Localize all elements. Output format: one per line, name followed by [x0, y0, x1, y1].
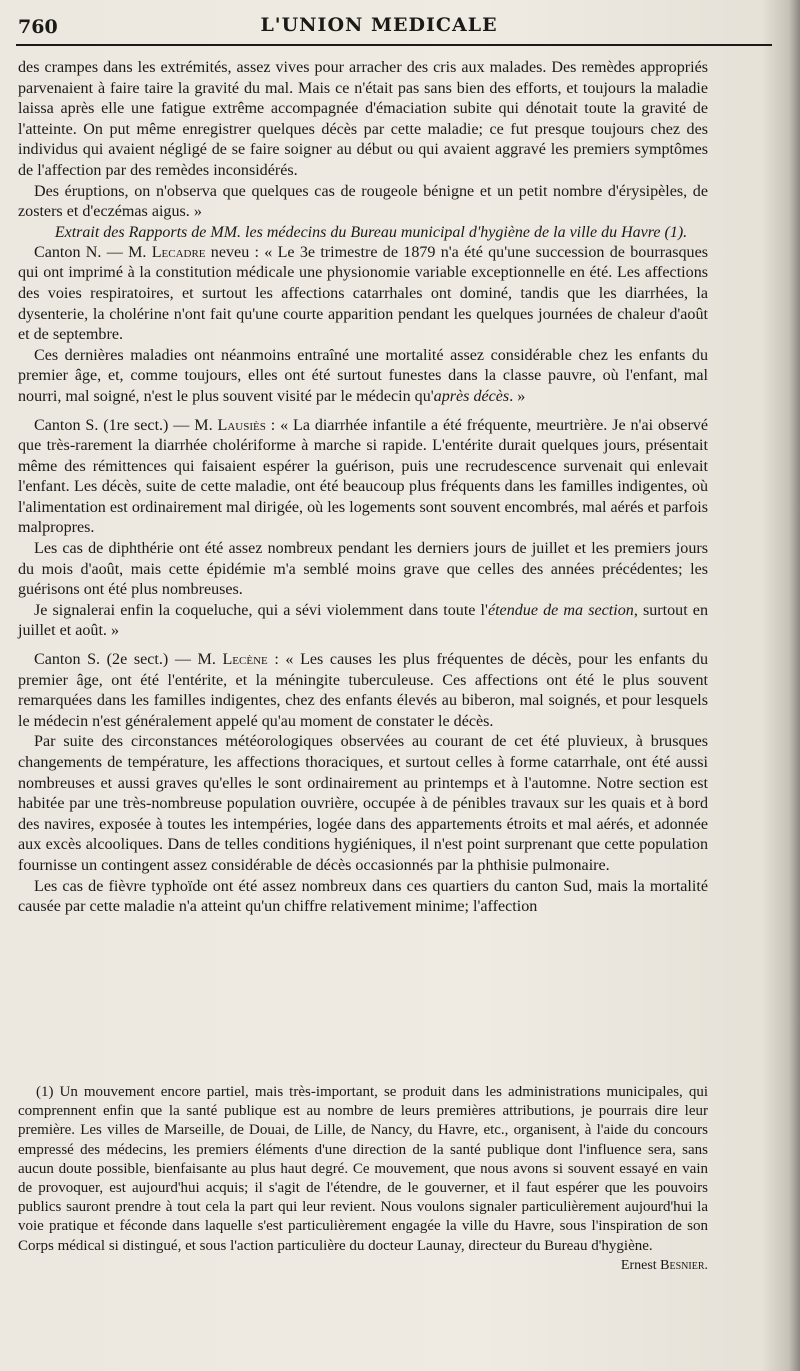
paragraph-canton-n — [18, 243, 708, 346]
italic-etendue: étendue de ma section — [487, 601, 634, 619]
section-title: Extrait des Rapports de MM. les médecins du Bureau municipal d'hygiène de la ville du Havre (1). — [54, 223, 688, 241]
signature-first-name: Ernest — [620, 1257, 661, 1273]
author-lausies: Lausiès — [217, 416, 266, 434]
italic-apres-deces: après décès — [433, 387, 510, 405]
author-lecadre: Lecadre — [151, 243, 206, 261]
mortality-text: Ces dernières maladies ont néanmoins entraîné une mortalité assez considérable chez les enfants du premier âge, et, comme toujours, elles ont été surtout funestes dans la classe pauvre, où l'enfant, mal nourri, mal soigné, n'est le plus souvent visité par le médecin qu' — [18, 346, 708, 405]
paragraph-cramps: des crampes dans les extrémités, assez vives pour arracher des cris aux malades. Des remèdes appropriés parvenaient à faire taire la gravité du mal. Mais ce n'était pas sans bien des efforts, et toujours la maladie laissa après elle une fatigue extrême accompagnée d'émaciation subite qui dénotait toute la gravité de l'atteinte. On put même enregistrer quelques décès par cette maladie; ce fut presque toujours chez des individus qui avaient négligé de se faire soigner au début ou qui avaient aggravé les premiers symptômes de l'affection par des remèdes inconsidérés. — [18, 59, 708, 179]
canton-n-text: neveu : « Le 3e trimestre de 1879 n'a été qu'une succession de bourrasques qui ont imprimé à la constitution médicale une physionomie variable exceptionnelle en été. Les affections des voies respiratoires, et surtout les affections catarrhales ont dominé, tandis que les diarrhées, la dysenterie, la cholérine n'ont fait qu'une courte apparition pendant les quelques journées de chaleur d'août et de septembre. — [18, 243, 708, 344]
page-edge-shadow — [762, 0, 800, 1371]
canton-s2-heading: Canton S. (2e sect.) — M. — [34, 651, 223, 669]
header-rule — [16, 44, 772, 46]
paragraph-canton-s1 — [18, 416, 708, 540]
mortality-end: . » — [509, 387, 526, 405]
page-header — [18, 12, 740, 42]
running-title: L'UNION MEDICALE — [260, 14, 498, 36]
whooping-text: Je signalerai enfin la coqueluche, qui a sévi violemment dans toute l' — [34, 601, 488, 619]
canton-s1-text: : « La diarrhée infantile a été fréquente, meurtrière. Je n'ai observé que très-rarement la diarrhée cholériforme à marche si rapide. L'entérite durait quelques jours, présentait même des rémittences qui faisaient espérer la guérison, puis une recrudescence survenait qui enlevait l'enfant. Les décès, suite de cette maladie, ont été beaucoup plus fréquents dans les familles indigentes, où l'alimentation est ordinairement mal dirigée, où les logements sont souvent encombrés, mal aérés et parfois malpropres. — [18, 416, 708, 537]
signature-last-name: Besnier. — [660, 1257, 708, 1273]
paragraph-eruptions: Des éruptions, on n'observa que quelques cas de rougeole bénigne et un petit nombre d'érysipèles, de zosters et d'eczémas aigus. » — [18, 182, 708, 221]
page-number: 760 — [18, 16, 58, 38]
paragraph-canton-s2 — [18, 650, 708, 732]
article-body — [18, 58, 708, 918]
canton-n-heading: Canton N. — M. — [34, 243, 152, 261]
paragraph-weather: Par suite des circonstances météorologiques observées au courant de cet été pluvieux, à brusques changements de température, les affections thoraciques, et surtout celles à forme catarrhale, ont été aussi nombreuses et aussi graves qu'elles le sont ordinairement au printemps et à l'automne. Notre section est habitée par une très-nombreuse population ouvrière, occupée à de pénibles travaux sur les quais et à bord des navires, exposée à toutes les intempéries, logée dans des appartements étroits et mal aérés, et adonnée aux excès alcooliques. Dans de telles conditions hygiéniques, il n'est point surprenant que cette population fournisse un contingent assez considérable de décès occasionnés par la phthisie pulmonaire. — [18, 733, 708, 874]
footnote-block — [18, 1083, 708, 1275]
paragraph-mortality — [18, 346, 708, 408]
paragraph-whooping-cough — [18, 601, 708, 642]
whooping-end: , surtout en juillet et août. » — [18, 601, 708, 640]
author-lecene: Lecène — [222, 651, 268, 669]
paragraph-diphtheria: Les cas de diphthérie ont été assez nombreux pendant les derniers jours de juillet et les premiers jours du mois d'août, mais cette épidémie m'a semblé moins grave que celles des années précédentes; les guérisons ont été plus nombreuses. — [18, 540, 708, 599]
signature — [18, 1256, 708, 1275]
canton-s1-heading: Canton S. (1re sect.) — M. — [34, 416, 218, 434]
paragraph-typhoid: Les cas de fièvre typhoïde ont été assez nombreux dans ces quartiers du canton Sud, mais la mortalité causée par cette maladie n'a atteint qu'un chiffre relativement minime; l'affection — [18, 877, 708, 916]
footnote-1: (1) Un mouvement encore partiel, mais très-important, se produit dans les administrations municipales, qui comprennent enfin que la santé publique est au nombre de leurs premières attributions, je pourrais dire leur première. Les villes de Marseille, de Douai, de Lille, de Nancy, du Havre, etc., organisent, à l'aide du concours empressé des médecins, les premiers éléments d'une direction de la santé publique dont l'influence sera, sans aucun doute possible, bienfaisante au plus haut degré. Ce mouvement, que nous avons si souvent essayé en vain de provoquer, est aujourd'hui acquis; il s'agit de l'étendre, de le gouverner, et il faut espérer que les pouvoirs publics sauront prendre à tout cela la part qui leur revient. Nous voulons signaler particulièrement aujourd'hui la voie pratique et féconde dans laquelle s'est particulièrement engagée la ville du Havre, sous l'inspiration de son Corps médical si distingué, et sous l'action particulière du docteur Launay, directeur du Bureau d'hygiène. — [18, 1084, 708, 1254]
canton-s2-text: : « Les causes les plus fréquentes de décès, pour les enfants du premier âge, ont été l'entérite, et la méningite tuberculeuse. Ces affections ont été le plus souvent remarquées dans les familles indigentes, chez des enfants élevés au biberon, mal soignés, et pour lesquels le médecin n'est généralement appelé qu'au moment de constater le décès. — [18, 651, 708, 730]
